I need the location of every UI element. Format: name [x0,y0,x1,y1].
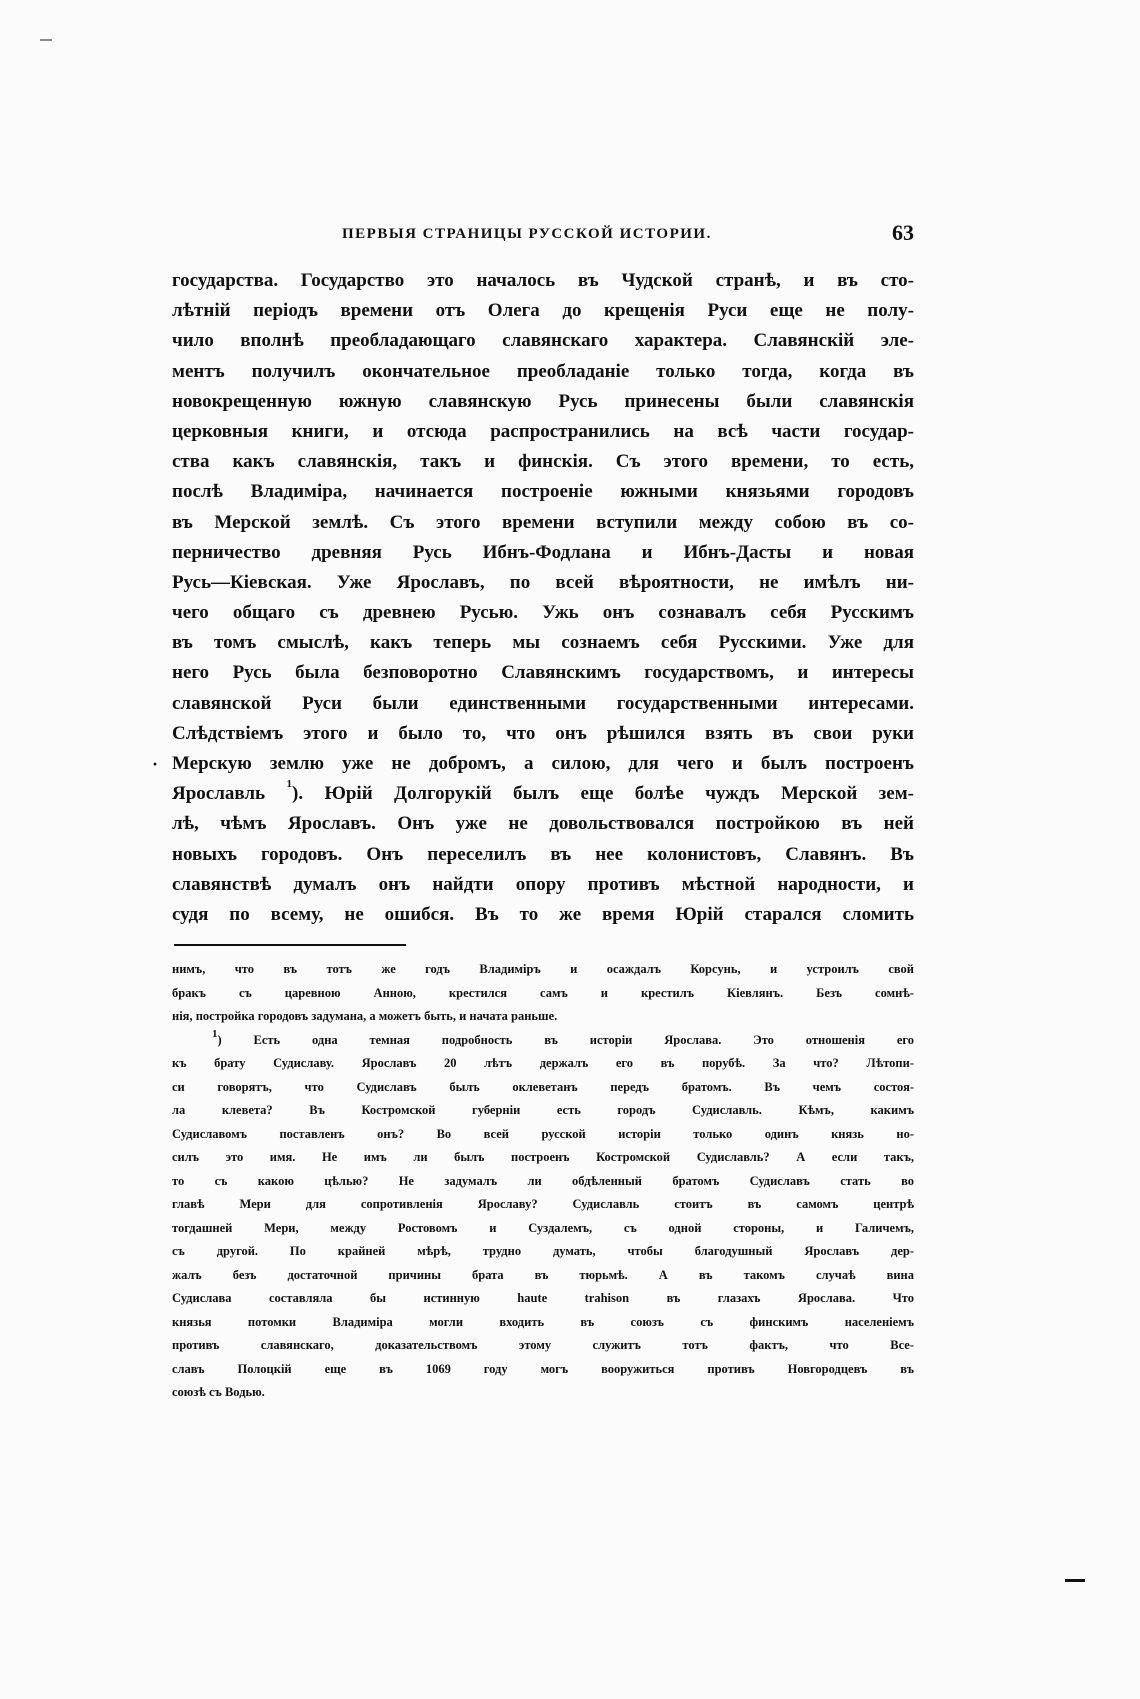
text-line: государства. Государство это началось въ Чудской странѣ, и въ сто- [172,270,914,291]
scan-edge-mark [1065,1579,1085,1582]
text-line: въ Мерской землѣ. Съ этого времени вступили между собою въ со- [172,511,914,533]
footnote-line: главѣ Мери для сопротивленія Ярославу? Судиславль стоитъ въ самомъ центрѣ [172,1197,914,1212]
text-line: Русь—Кіевская. Уже Ярославъ, по всей вѣроятности, не имѣлъ ни- [172,571,914,593]
text-fragment: Ярославль [172,783,266,805]
text-line: новокрещенную южную славянскую Русь принесены были славянскія [172,390,914,412]
footnotes [172,958,914,1405]
page-number: 63 [892,220,914,245]
book-page [152,218,914,1405]
footnote-line: славъ Полоцкій еще въ 1069 году могъ вооружиться противъ Новгородцевъ въ [172,1361,914,1376]
footnote-line: жалъ безъ достаточной причины брата въ тюрьмѣ. А въ такомъ случаѣ вина [172,1267,914,1282]
footnote-rule [174,944,406,946]
text-line [172,779,914,809]
text-line: послѣ Владиміра, начинается построеніе южными князьями городовъ [172,481,914,503]
footnote-line: Судислава составляла бы истинную haute trahison въ глазахъ Ярослава. Что [172,1291,914,1306]
text-line: него Русь была безповоротно Славянскимъ государствомъ, и интересы [172,662,914,684]
text-line: Слѣдствіемъ этого и было то, что онъ рѣшился взять въ свои руки [172,722,914,744]
text-line: чего общаго съ древнею Русью. Ужь онъ сознавалъ себя Русскимъ [172,602,914,624]
footnote-line: союзѣ съ Водью. [172,1385,265,1400]
margin-mark: · [152,754,159,774]
footnote-line: то съ какою цѣлью? Не задумалъ ли обдѣленный братомъ Судиславъ стать во [172,1173,914,1188]
footnote-text: ) Есть одна темная подробность въ исторіи Ярослава. Это отношенія его [217,1032,914,1047]
text-line: ства какъ славянскія, такъ и финскія. Съ этого времени, то есть, [172,451,914,473]
text-line: лѣ, чѣмъ Ярославъ. Онъ уже не довольствовался постройкою въ ней [172,813,914,835]
text-line: въ томъ смыслѣ, какъ теперь мы сознаемъ себя Русскими. Уже для [172,632,914,654]
text-line: славянствѣ думалъ онъ найдти опору противъ мѣстной народности, и [172,873,914,895]
footnote-line: Судиславомъ поставленъ онъ? Во всей русской исторіи только одинъ князь но- [172,1126,914,1141]
footnote-ref: 1 [286,779,292,791]
footnote-line: противъ славянскаго, доказательствомъ этому служитъ тотъ фактъ, что Все- [172,1338,914,1353]
text-line: славянской Руси были единственными государственными интересами. [172,692,914,714]
running-title: ПЕРВЫЯ СТРАНИЦЫ РУССКОЙ ИСТОРИИ. [342,226,712,242]
footnote-line: нимъ, что въ тотъ же годъ Владиміръ и осаждалъ Корсунь, и устроилъ свой [172,962,914,977]
footnote-line: съ другой. По крайней мѣрѣ, трудно думать, чтобы благодушный Ярославъ дер- [172,1244,914,1259]
text-line: чило вполнѣ преобладающаго славянскаго характера. Славянскій эле- [172,330,914,352]
text-line-content: Мерскую землю уже не добромъ, а силою, для чего и былъ построенъ [172,753,914,774]
footnote-line: ла клевета? Въ Костромской губерніи есть городъ Судиславль. Кѣмъ, какимъ [172,1103,914,1118]
footnote-line: тогдашней Мери, между Ростовомъ и Суздалемъ, съ одной стороны, и Галичемъ, [172,1220,914,1235]
text-line: церковныя книги, и отсюда распространились на всѣ части государ- [172,420,914,442]
text-line: ментъ получилъ окончательное преобладаніе только тогда, когда въ [172,360,914,382]
text-line: новыхъ городовъ. Онъ переселилъ въ нее колонистовъ, Славянъ. Въ [172,843,914,865]
footnote-line: къ брату Судиславу. Ярославъ 20 лѣтъ держалъ его въ порубѣ. За что? Лѣтопи- [172,1056,914,1071]
scan-edge-mark [40,39,52,41]
running-head [172,218,914,248]
text-line: перничество древняя Русь Ибнъ-Фодлана и Ибнъ-Дасты и новая [172,541,914,563]
main-text [152,266,914,930]
footnote-line: си говорятъ, что Судиславъ былъ оклеветанъ передъ братомъ. Въ чемъ состоя- [172,1079,914,1094]
text-fragment: ). Юрій Долгорукій былъ еще болѣе чуждъ Мерской зем- [292,783,914,805]
text-line: судя по всему, не ошибся. Въ то же время Юрій старался сломить [172,903,914,925]
text-line [152,749,914,779]
footnote-line [172,1029,914,1053]
footnote-marker: 1 [212,1028,218,1040]
footnote-line: нія, постройка городовъ задумана, а можетъ быть, и начата раньше. [172,1009,558,1024]
text-line: лѣтній періодъ времени отъ Олега до крещенія Руси еще не полу- [172,300,914,322]
footnote-line: бракъ съ царевною Анною, крестился самъ и крестилъ Кіевлянъ. Безъ сомнѣ- [172,985,914,1000]
footnote-line: силъ это имя. Не имъ ли былъ построенъ Костромской Судиславль? А если такъ, [172,1150,914,1165]
footnote-line: князья потомки Владиміра могли входить въ союзъ съ финскимъ населеніемъ [172,1314,914,1329]
